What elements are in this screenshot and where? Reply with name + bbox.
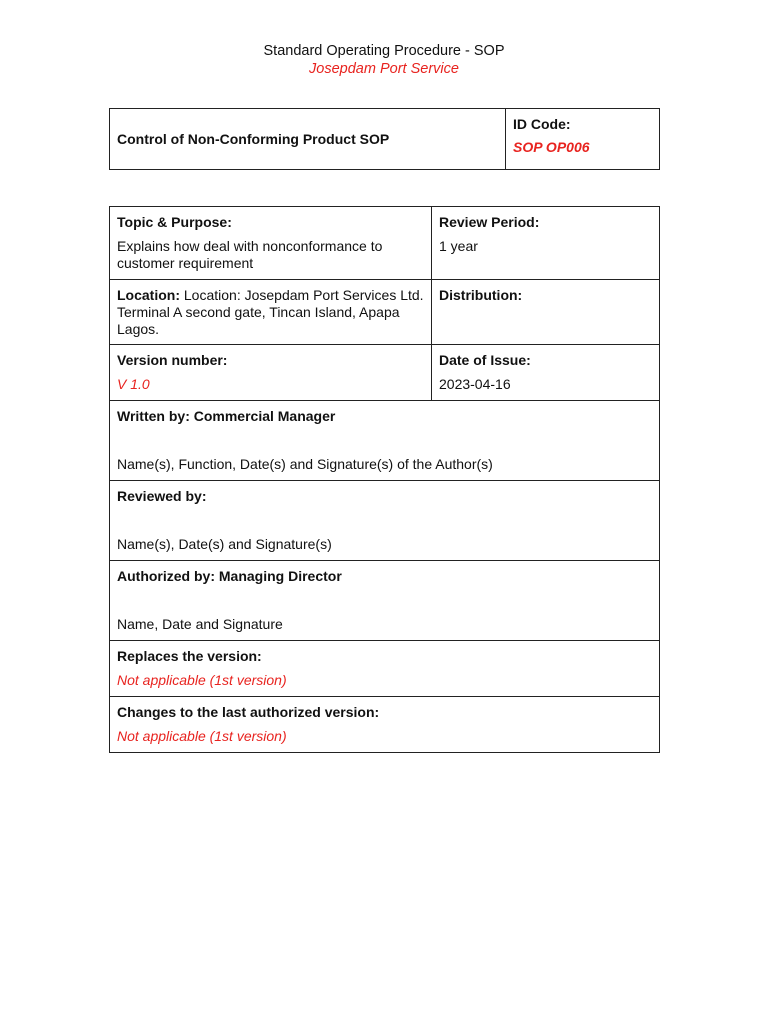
version-value: V 1.0 [117, 376, 150, 392]
review-cell [432, 207, 660, 280]
document-type: Standard Operating Procedure - SOP [263, 43, 505, 59]
authorized-by-cell [110, 561, 660, 641]
distribution-label: Distribution: [439, 287, 523, 303]
title-box [109, 108, 660, 170]
replaces-label: Replaces the version: [117, 648, 262, 664]
company-name: Josepdam Port Service [309, 61, 459, 77]
topic-value: Explains how deal with nonconformance to customer requirement [117, 238, 383, 271]
changes-value: Not applicable (1st version) [117, 728, 287, 744]
replaces-value: Not applicable (1st version) [117, 672, 287, 688]
replaces-cell [110, 641, 660, 697]
location-value: Location: Josepdam Port Services Ltd. Terminal A second gate, Tincan Island, Apapa Lagos. [117, 287, 424, 337]
review-value: 1 year [439, 238, 478, 254]
written-by-label: Written by: Commercial Manager [117, 408, 336, 424]
version-cell [110, 345, 432, 401]
written-by-value: Name(s), Function, Date(s) and Signature(s) of the Author(s) [117, 456, 493, 472]
location-label: Location: [117, 287, 180, 303]
review-label: Review Period: [439, 214, 540, 230]
authorized-by-value: Name, Date and Signature [117, 616, 283, 632]
reviewed-by-cell [110, 481, 660, 561]
date-value: 2023-04-16 [439, 376, 511, 392]
sop-title: Control of Non-Conforming Product SOP [110, 109, 506, 170]
authorized-by-label: Authorized by: Managing Director [117, 568, 342, 584]
location-cell [110, 280, 432, 345]
topic-label: Topic & Purpose: [117, 214, 232, 230]
id-code-value: SOP OP006 [513, 139, 590, 155]
changes-label: Changes to the last authorized version: [117, 704, 380, 720]
reviewed-by-value: Name(s), Date(s) and Signature(s) [117, 536, 332, 552]
id-code-label: ID Code: [513, 116, 571, 132]
sop-details-table [109, 206, 660, 753]
written-by-cell [110, 401, 660, 481]
distribution-cell [432, 280, 660, 345]
document-header [0, 42, 768, 78]
date-label: Date of Issue: [439, 352, 531, 368]
version-label: Version number: [117, 352, 228, 368]
id-code-cell [506, 109, 660, 170]
reviewed-by-label: Reviewed by: [117, 488, 207, 504]
date-cell [432, 345, 660, 401]
changes-cell [110, 697, 660, 753]
topic-cell [110, 207, 432, 280]
